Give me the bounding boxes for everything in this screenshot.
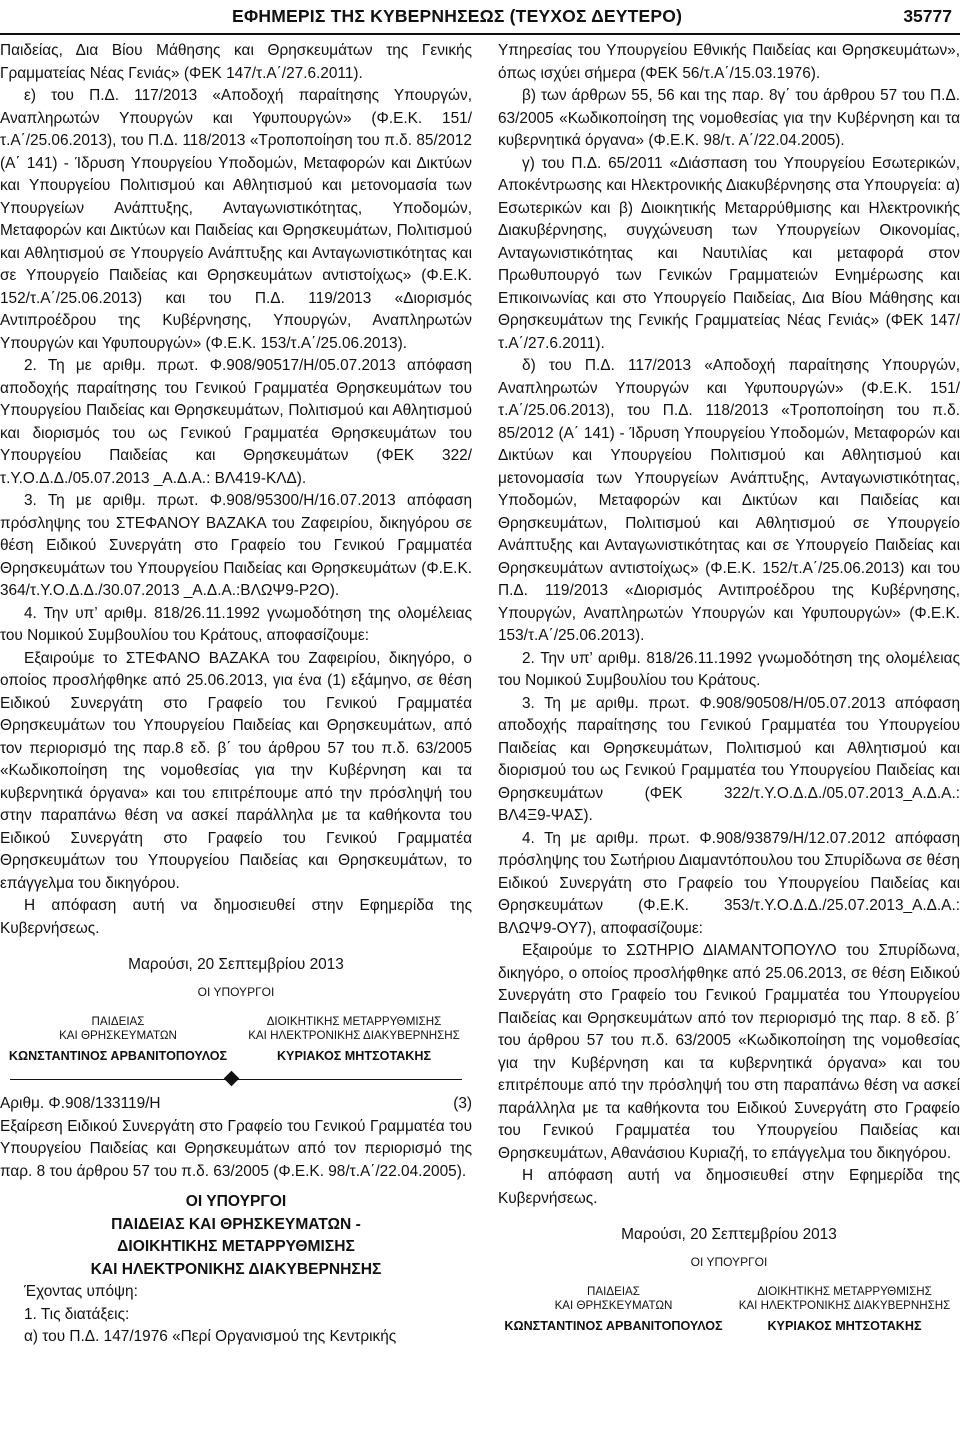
- ministers-title-line2: ΠΑΙΔΕΙΑΣ ΚΑΙ ΘΡΗΣΚΕΥΜΑΤΩΝ ‑: [111, 1215, 361, 1233]
- names-row: [498, 1319, 960, 1333]
- signatories-heading: ΟΙ ΥΠΟΥΡΓΟΙ: [197, 984, 275, 999]
- signatory-name-1: ΚΩΝΣΤΑΝΤΙΝΟΣ ΑΡΒΑΝΙΤΟΠΟΥΛΟΣ: [504, 1319, 723, 1333]
- having-in-view: Έχοντας υπόψη:: [24, 1283, 138, 1300]
- paragraph: 3. Τη με αριθμ. πρωτ. Φ.908/95300/Η/16.07.2013 απόφαση πρόσληψης του ΣΤΕΦΑΝΟΥ ΒΑΖΑΚΑ του Ζαφειρίου, δικηγόρου σε θέση Ειδικού Συνεργάτη στο Γραφείο του Γενικού Γραμματέα Θρησκευμάτων του Υπουργείου Παιδείας και Θρησκευμάτων (Φ.Ε.Κ. 364/τ.Υ.Ο.Δ.Δ./30.07.2013 _Α.Δ.Α.:ΒΛΩΨ9‑Ρ2Ο).: [0, 492, 472, 599]
- paragraph: Εξαιρούμε το ΣΩΤΗΡΙΟ ΔΙΑΜΑΝΤΟΠΟΥΛΟ του Σπυρίδωνα, δικηγόρο, ο οποίος προσλήφθηκε από 25.06.2013, σε θέση Ειδικού Συνεργάτη στο Γραφείο του Γενικού Γραμματέα του Υπουργείου Παιδείας και Θρησκευμάτων από τον περιορισμό της παρ. 8 εδ. β΄ του άρθρου 57 του π.δ. 63/2005 «Κωδικοποίηση της νομοθεσίας για την Κυβέρνηση και τα κυβερνητικά όργανα» και του επιτρέπουμε από την πρόσληψή του στη παραπάνω θέση να ασκεί παράλληλα με τα καθήκοντα του Ειδικού Συνεργάτη στο Γραφείο του Γενικού Γραμματέα του Υπουργείου Παιδείας και Θρησκευμάτων, Αθανάσιου Κυριαζή, το επάγγελμα του δικηγόρου.: [498, 942, 960, 1162]
- right-column: [498, 40, 960, 1335]
- provisions-heading: 1. Τις διατάξεις:: [24, 1305, 130, 1323]
- ministry-1-line1: ΠΑΙΔΕΙΑΣ: [587, 1285, 640, 1298]
- paragraph: ε) του Π.Δ. 117/2013 «Αποδοχή παραίτησης Υπουργών, Αναπληρωτών Υπουργών και Υφυπουργών» (Φ.Ε.Κ. 151/τ.Α΄/25.06.2013), του Π.Δ. 118/2013 «Τροποποίηση του π.δ. 85/2012 (Α΄ 141) ‑ Ίδρυση Υπουργείου Υποδομών, Μεταφορών και Δικτύων και Υπουργείου Πολιτισμού και Αθλητισμού και μετονομασία των Υπουργείων Ανάπτυξης, Ανταγωνιστικότητας, Υποδομών, Μεταφορών και Δικτύων και Παιδείας και Θρησκευμάτων, Πολιτισμού και Αθλητισμού σε Υπουργείο Ανάπτυξης και Ανταγωνιστικότητας και σε Υπουργείο Παιδείας και Θρησκευμάτων αντιστοίχως» (Φ.Ε.Κ. 152/τ.Α΄/25.06.2013) και του Π.Δ. 119/2013 «Διορισμός Αντιπροέδρου της Κυβέρνησης, Υπουργών, Αναπληρωτών Υπουργών και Υφυπουργών» (Φ.Ε.Κ. 153/τ.Α΄/25.06.2013).: [0, 87, 472, 352]
- signatory-name-2: ΚΥΡΙΑΚΟΣ ΜΗΤΣΟΤΑΚΗΣ: [767, 1319, 922, 1333]
- ministry-2-line2: ΚΑΙ ΗΛΕΚΤΡΟΝΙΚΗΣ ΔΙΑΚΥΒΕΡΝΗΣΗΣ: [248, 1029, 460, 1042]
- ministries-row: [0, 1015, 472, 1043]
- ministry-2: [236, 1015, 472, 1043]
- paragraph: β) των άρθρων 55, 56 και της παρ. 8γ΄ του άρθρου 57 του Π.Δ. 63/2005 «Κωδικοποίηση της νομοθεσίας για την Κυβέρνηση και τα κυβερνητικά όργανα» (Φ.Ε.Κ. 98/τ. Α΄/22.04.2005).: [498, 87, 960, 149]
- paragraph: 4. Την υπ’ αριθμ. 818/26.11.1992 γνωμοδότηση της ολομέλειας του Νομικού Συμβουλίου του Κράτους, αποφασίζουμε:: [0, 604, 472, 644]
- provision-item-a: α) του Π.Δ. 147/1976 «Περί Οργανισμού της Κεντρικής: [24, 1328, 397, 1345]
- paragraph: γ) του Π.Δ. 65/2011 «Διάσπαση του Υπουργείου Εσωτερικών, Αποκέντρωσης και Ηλεκτρονικής Διακυβέρνησης στα Υπουργεία: α) Εσωτερικών και β) Διοικητικής Μεταρρύθμισης και Ηλεκτρονικής Διακυβέρνησης, συγχώνευση των Υπουργείων Οικονομίας, Ανταγωνιστικότητας και Ναυτιλίας και μεταφορά στον Πρωθυπουργό των Γενικών Γραμματειών Ενημέρωσης και Επικοινωνίας και στο Υπουργείο Παιδείας, Δια Βίου Μάθησης και Θρησκευμάτων της Γενικής Γραμματείας Νέας Γενιάς» (ΦΕΚ 147/τ.Α΄/27.6.2011).: [498, 154, 960, 352]
- ministry-2-line1: ΔΙΟΙΚΗΤΙΚΗΣ ΜΕΤΑΡΡΥΘΜΙΣΗΣ: [266, 1015, 442, 1028]
- section-divider: [0, 1069, 472, 1091]
- page-header: [0, 0, 960, 36]
- page-number: 35777: [903, 6, 952, 26]
- ministry-2: [729, 1285, 960, 1313]
- paragraph: 2. Τη με αριθμ. πρωτ. Φ.908/90517/Η/05.07.2013 απόφαση αποδοχής παραίτησης του Γενικού Γραμματέα Θρησκευμάτων του Υπουργείου Παιδείας και Θρησκευμάτων, Πολιτισμού και Αθλητισμού και διορισμός του ως Γενικού Γραμματέα Θρησκευμάτων του Υπουργείου Παιδείας και Θρησκευμάτων (ΦΕΚ 322/τ.Υ.Ο.Δ.Δ./05.07.2013 _Α.Δ.Α.: ΒΛ419‑ΚΛΔ).: [0, 357, 472, 487]
- paragraph: 2. Την υπ’ αριθμ. 818/26.11.1992 γνωμοδότηση της ολομέλειας του Νομικού Συμβουλίου του Κράτους.: [498, 649, 960, 689]
- decision-index: (3): [453, 1095, 472, 1112]
- ministry-1: [498, 1285, 729, 1313]
- ministry-1-line1: ΠΑΙΔΕΙΑΣ: [91, 1015, 145, 1028]
- gazette-title: ΕΦΗΜΕΡΙΣ ΤΗΣ ΚΥΒΕΡΝΗΣΕΩΣ (ΤΕΥΧΟΣ ΔΕΥΤΕΡΟ): [232, 6, 683, 26]
- ministry-1: [0, 1015, 236, 1043]
- paragraph: Η απόφαση αυτή να δημοσιευθεί στην Εφημερίδα της Κυβερνήσεως.: [0, 897, 472, 937]
- ministry-1-line2: ΚΑΙ ΘΡΗΣΚΕΥΜΑΤΩΝ: [59, 1029, 177, 1042]
- signatories-heading: ΟΙ ΥΠΟΥΡΓΟΙ: [690, 1254, 768, 1269]
- place-date: Μαρούσι, 20 Σεπτεμβρίου 2013: [621, 1226, 837, 1243]
- signature-block: [0, 954, 472, 1063]
- ministers-title-line4: ΚΑΙ ΗΛΕΚΤΡΟΝΙΚΗΣ ΔΙΑΚΥΒΕΡΝΗΣΗΣ: [90, 1260, 382, 1278]
- ministries-row: [498, 1285, 960, 1313]
- ministry-1-line2: ΚΑΙ ΘΡΗΣΚΕΥΜΑΤΩΝ: [554, 1299, 673, 1312]
- left-column: [0, 40, 472, 1349]
- paragraph: Υπηρεσίας του Υπουργείου Εθνικής Παιδείας και Θρησκευμάτων», όπως ισχύει σήμερα (ΦΕΚ 56/τ.Α΄/15.03.1976).: [498, 42, 960, 82]
- signatory-name-1: ΚΩΝΣΤΑΝΤΙΝΟΣ ΑΡΒΑΝΙΤΟΠΟΥΛΟΣ: [8, 1049, 228, 1063]
- names-row: [0, 1049, 472, 1063]
- decision-number: Αριθμ. Φ.908/133119/Η: [0, 1095, 161, 1112]
- decision-title: Εξαίρεση Ειδικού Συνεργάτη στο Γραφείο του Γενικού Γραμματέα του Υπουργείου Παιδείας και Θρησκευμάτων από τον περιορισμό της παρ. 8 του άρθρου 57 του π.δ. 63/2005 (Φ.Ε.Κ. 98/τ.Α΄/22.04.2005).: [0, 1117, 472, 1180]
- signatory-name-2: ΚΥΡΙΑΚΟΣ ΜΗΤΣΟΤΑΚΗΣ: [276, 1049, 432, 1063]
- paragraph: Η απόφαση αυτή να δημοσιευθεί στην Εφημερίδα της Κυβερνήσεως.: [498, 1167, 960, 1207]
- header-rule: [0, 33, 960, 35]
- ministers-title-line1: ΟΙ ΥΠΟΥΡΓΟΙ: [185, 1193, 287, 1210]
- paragraph: 3. Τη με αριθμ. πρωτ. Φ.908/90508/Η/05.07.2013 απόφαση αποδοχής παραίτησης του Γενικού Γραμματέα του Υπουργείου Παιδείας και Θρησκευμάτων, Πολιτισμού και Αθλητισμού και διορισμού του ως Γενικού Γραμματέα του Υπουργείου Παιδείας και Θρησκευμάτων (ΦΕΚ 322/τ.Υ.Ο.Δ.Δ./05.07.2013_Α.Δ.Α.: ΒΛ4Ξ9‑ΨΑΣ).: [498, 694, 960, 824]
- ministry-2-line2: ΚΑΙ ΗΛΕΚΤΡΟΝΙΚΗΣ ΔΙΑΚΥΒΕΡΝΗΣΗΣ: [738, 1299, 951, 1312]
- decision-number-row: [0, 1093, 472, 1116]
- ministry-2-line1: ΔΙΟΙΚΗΤΙΚΗΣ ΜΕΤΑΡΡΥΘΜΙΣΗΣ: [757, 1285, 932, 1298]
- paragraph: Παιδείας, Δια Βίου Μάθησης και Θρησκευμάτων της Γενικής Γραμματείας Νέας Γενιάς» (ΦΕΚ 147/τ.Α΄/27.6.2011).: [0, 42, 472, 82]
- signature-block: [498, 1224, 960, 1333]
- place-date: Μαρούσι, 20 Σεπτεμβρίου 2013: [128, 956, 344, 973]
- ministers-title-line3: ΔΙΟΙΚΗΤΙΚΗΣ ΜΕΤΑΡΡΥΘΜΙΣΗΣ: [117, 1238, 355, 1255]
- paragraph: Εξαιρούμε το ΣΤΕΦΑΝΟ ΒΑΖΑΚΑ του Ζαφειρίου, δικηγόρο, ο οποίος προσλήφθηκε από 25.06.2013, για ένα (1) εξάμηνο, σε θέση Ειδικού Συνεργάτη στο Γραφείο του Γενικού Γραμματέα Θρησκευμάτων του Υπουργείου Παιδείας και Θρησκευμάτων, από τον περιορισμό της παρ.8 εδ. β΄ του άρθρου 57 του π.δ. 63/2005 «Κωδικοποίηση της νομοθεσίας για την Κυβέρνηση και τα κυβερνητικά όργανα» και του επιτρέπουμε από την πρόσληψή του στην παραπάνω θέση να ασκεί παράλληλα με τα καθήκοντα του Ειδικού Συνεργάτη στο Γραφείο του Γενικού Γραμματέα Θρησκευμάτων του Υπουργείου Παιδείας και Θρησκευμάτων, το επάγγελμα του δικηγόρου.: [0, 649, 472, 892]
- diamond-ornament-icon: [224, 1071, 240, 1087]
- ministers-title: [0, 1191, 472, 1281]
- paragraph: 4. Τη με αριθμ. πρωτ. Φ.908/93879/Η/12.07.2012 απόφαση πρόσληψης του Σωτήριου Διαμαντόπουλου του Σπυρίδωνα σε θέση Ειδικού Συνεργάτη στο Γραφείο του Υπουργείου Παιδείας και Θρησκευμάτων (Φ.Ε.Κ. 353/τ.Υ.Ο.Δ.Δ./25.07.2013_Α.Δ.Α.: ΒΛΩΨ9‑ΟΥ7), αποφασίζουμε:: [498, 829, 960, 937]
- paragraph: δ) του Π.Δ. 117/2013 «Αποδοχή παραίτησης Υπουργών, Αναπληρωτών Υπουργών και Υφυπουργών» (Φ.Ε.Κ. 151/τ.Α΄/25.06.2013), του Π.Δ. 118/2013 «Τροποποίηση του π.δ. 85/2012 (Α΄ 141) ‑ Ίδρυση Υπουργείου Υποδομών, Μεταφορών και Δικτύων και Υπουργείου Πολιτισμού και Αθλητισμού και μετονομασία των Υπουργείων Ανάπτυξης, Ανταγωνιστικότητας, Υποδομών, Μεταφορών και Δικτύων και Παιδείας και Θρησκευμάτων, Πολιτισμού και Αθλητισμού σε Υπουργείο Ανάπτυξης και Ανταγωνιστικότητας και σε Υπουργείο Παιδείας και Θρησκευμάτων αντιστοίχως» (Φ.Ε.Κ. 152/τ.Α΄/25.06.2013) και του Π.Δ. 119/2013 «Διορισμός Αντιπροέδρου της Κυβέρνησης, Υπουργών, Αναπληρωτών Υπουργών και Υφυπουργών» (Φ.Ε.Κ. 153/τ.Α΄/25.06.2013).: [498, 357, 960, 644]
